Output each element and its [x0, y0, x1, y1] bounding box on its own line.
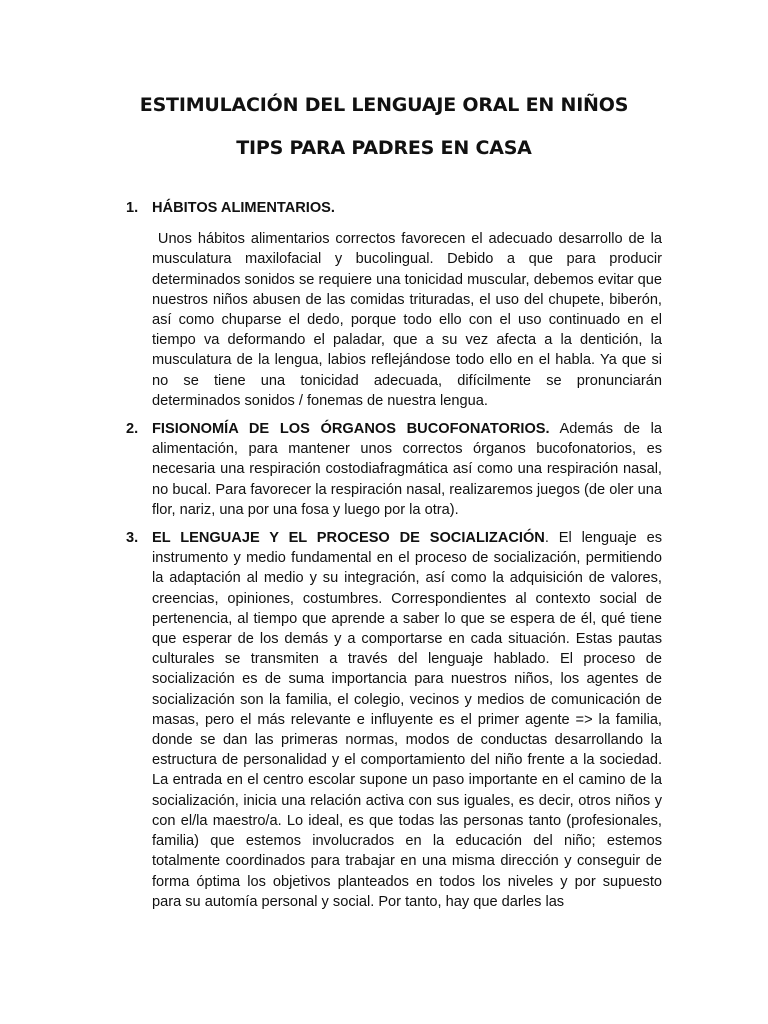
section-heading: EL LENGUAJE Y EL PROCESO DE SOCIALIZACIÓN — [152, 530, 545, 547]
section-paragraph — [152, 419, 662, 520]
section-list — [126, 198, 667, 920]
section-fisionomia-organos — [126, 419, 662, 520]
section-paragraph: Unos hábitos alimentarios correctos favorecen el adecuado desarrollo de la musculatura maxilofacial y bucolingual. Debido a que para producir determinados sonidos se requiere una tonicidad muscular, debemos evitar que nuestros niños abusen de las comidas trituradas, el uso del chupete, biberón, así como chuparse el dedo, porque todo ello con el uso continuado en el tiempo va deformando el paladar, que a su vez afecta a la dentición, la musculatura de la lengua, labios reflejándose todo ello en el habla. Ya que si no se tiene una tonicidad adecuada, difícilmente se pronunciarán determinados sonidos / fonemas de nuestra lengua. — [152, 231, 667, 409]
document-title: ESTIMULACIÓN DEL LENGUAJE ORAL EN NIÑOS — [139, 94, 629, 116]
section-habitos-alimentarios — [126, 198, 667, 411]
section-text: . El lenguaje es instrumento y medio fundamental en el proceso de socialización, permitiendo la adaptación al medio y su integración, así como la adquisición de valores, creencias, opiniones, costumbres. Correspondientes al contexto social de pertenencia, al tiempo que aprende a saber lo que se espera de él, qué tiene que esperar de los demás y a comportarse en cada situación. Estas pautas culturales se transmiten a través del lenguaje hablado. El proceso de socialización es de suma importancia para nuestros niños, los agentes de socialización son la familia, el colegio, vecinos y medios de comunicación de masas, pero el más relevante e influyente es el primer agente => la familia, donde se dan las primeras normas, modos de conductas desarrollando la estructura de personalidad y el comportamiento del niño frente a la sociedad. La entrada en el centro escolar supone un paso importante en el camino de la socialización, inicia una relación activa con sus iguales, es decir, otros niños y con el/la maestro/a. Lo ideal, es que todas las personas tanto (profesionales, familia) que estemos involucrados en la educación del niño; estemos totalmente coordinados para trabajar en una misma dirección y conseguir de forma óptima los objetivos planteados en todos los niveles y por supuesto para su automía personal y social. Por tanto, hay que darles las — [152, 530, 662, 910]
section-number: 3. — [126, 530, 139, 547]
section-text: Además de la alimentación, para mantener unos correctos órganos bucofonatorios, es necesaria una respiración costodiafragmática así como una respiración nasal, no bucal. Para favorecer la respiración nasal, realizaremos juegos (de oler una flor, nariz, una por una fosa y luego por la otra). — [152, 421, 662, 518]
section-lenguaje-socializacion — [126, 528, 662, 912]
section-heading: FISIONOMÍA DE LOS ÓRGANOS BUCOFONATORIOS. — [152, 421, 550, 438]
section-heading: HÁBITOS ALIMENTARIOS. — [152, 200, 335, 216]
section-paragraph — [152, 528, 662, 912]
document-subtitle: TIPS PARA PADRES EN CASA — [236, 137, 532, 159]
section-number: 2. — [126, 421, 139, 438]
section-number: 1. — [126, 200, 139, 216]
